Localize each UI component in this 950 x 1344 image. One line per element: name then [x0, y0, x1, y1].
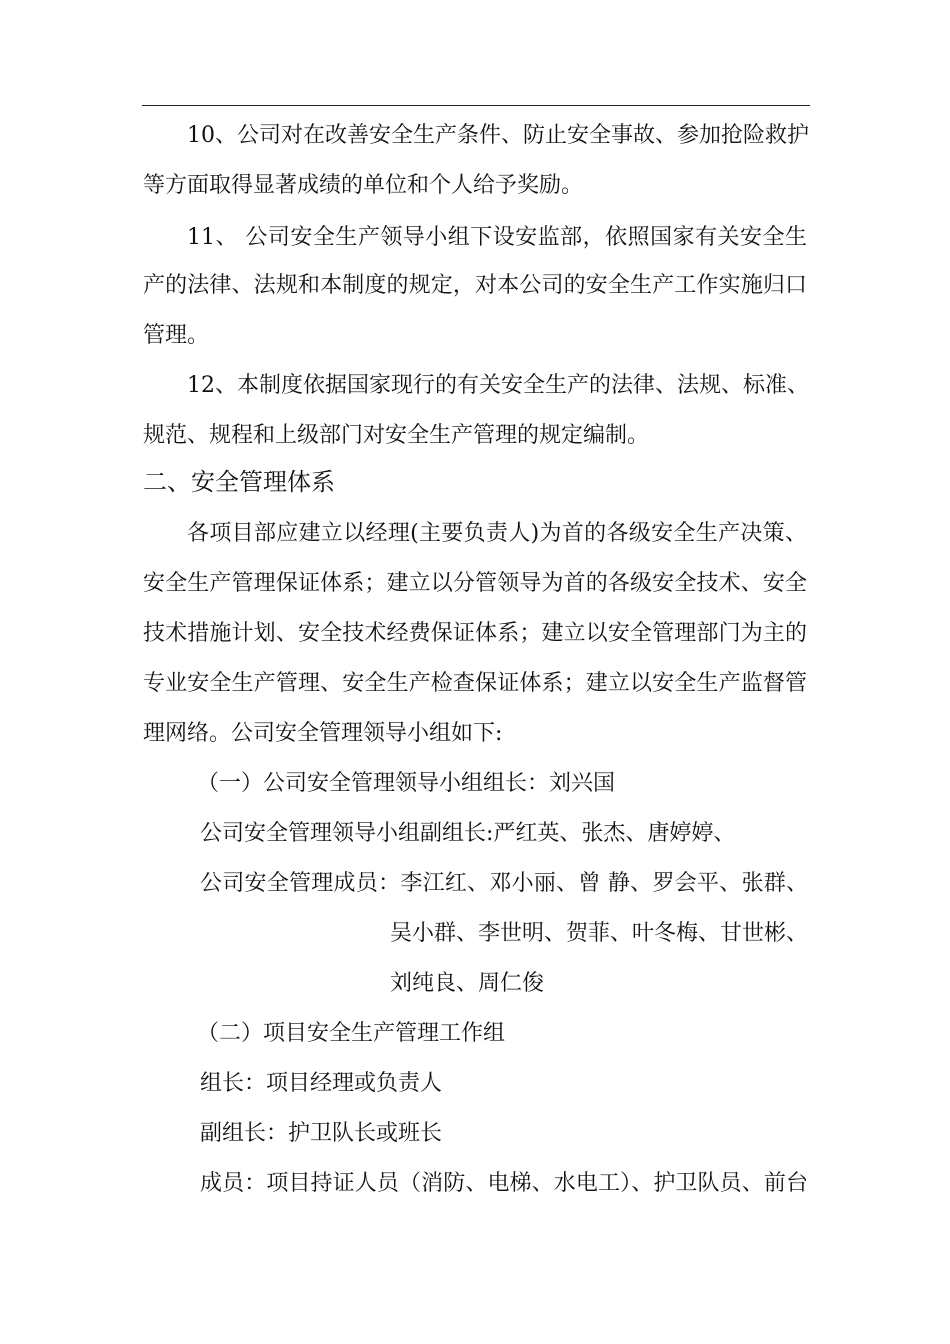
- para-10-line-2: 等方面取得显著成绩的单位和个人给予奖励。: [143, 173, 584, 198]
- body-line-5: 理网络。公司安全管理领导小组如下:: [143, 721, 503, 746]
- body-line-1: 各项目部应建立以经理(主要负责人)为首的各级安全生产决策、: [187, 521, 807, 546]
- para-12-line-2: 规范、规程和上级部门对安全生产管理的规定编制。: [143, 423, 650, 448]
- leader-line: （一）公司安全管理领导小组组长：刘兴国: [197, 771, 616, 796]
- members-line-3: 刘纯良、周仁俊: [390, 971, 545, 996]
- group-leader-line: 组长：项目经理或负责人: [200, 1071, 443, 1096]
- body-line-2: 安全生产管理保证体系；建立以分管领导为首的各级安全技术、安全: [143, 571, 807, 596]
- header-rule: [142, 105, 810, 106]
- para-12-line-1: 12、本制度依据国家现行的有关安全生产的法律、法规、标准、: [187, 373, 809, 398]
- group-members-line: 成员：项目持证人员（消防、电梯、水电工）、护卫队员、前台: [200, 1171, 808, 1196]
- para-11-line-2: 产的法律、法规和本制度的规定，对本公司的安全生产工作实施归口: [143, 273, 807, 298]
- members-line-2: 吴小群、李世明、贺菲、叶冬梅、甘世彬、: [390, 921, 809, 946]
- para-11-line-3: 管理。: [143, 323, 210, 348]
- group-deputy-line: 副组长：护卫队长或班长: [200, 1121, 443, 1146]
- body-line-3: 技术措施计划、安全技术经费保证体系；建立以安全管理部门为主的: [143, 621, 807, 646]
- para-10-line-1: 10、公司对在改善安全生产条件、防止安全事故、参加抢险救护: [187, 123, 809, 148]
- members-line-1: 公司安全管理成员：李江红、邓小丽、曾 静、罗会平、张群、: [200, 871, 808, 896]
- subsection-heading: （二）项目安全生产管理工作组: [197, 1021, 506, 1046]
- para-11-line-1: 11、 公司安全生产领导小组下设安监部，依照国家有关安全生: [187, 225, 807, 250]
- deputy-leader-line: 公司安全管理领导小组副组长:严红英、张杰、唐婷婷、: [200, 821, 736, 846]
- body-line-4: 专业安全生产管理、安全生产检查保证体系；建立以安全生产监督管: [143, 671, 807, 696]
- section-heading: 二、安全管理体系: [143, 468, 335, 496]
